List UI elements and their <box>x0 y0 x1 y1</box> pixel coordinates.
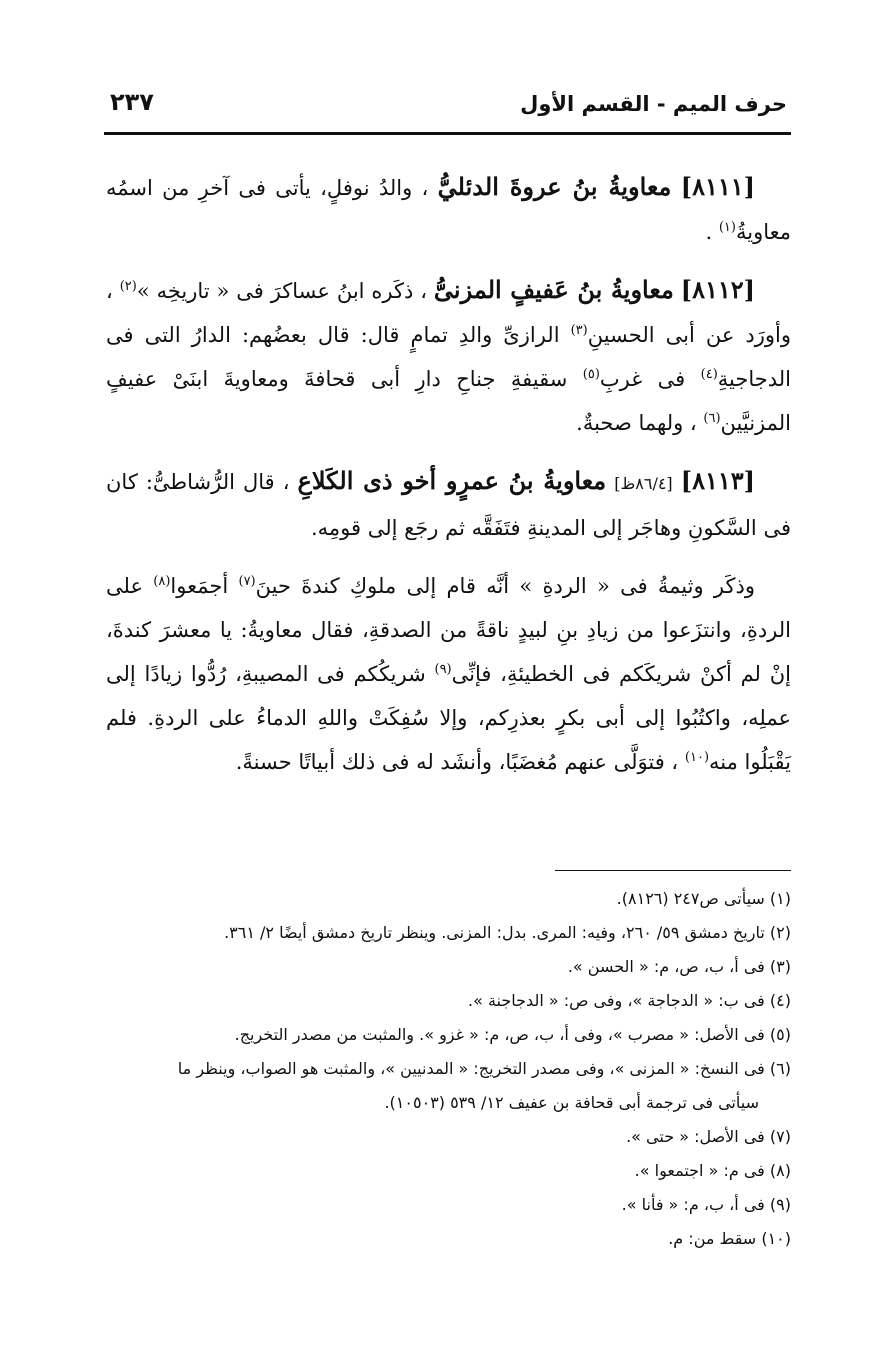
footnote-text: فى م: « اجتمعوا ». <box>634 1161 765 1180</box>
running-header <box>110 88 787 122</box>
footnote <box>106 1188 791 1222</box>
footnote-label: (٦) <box>769 1059 791 1078</box>
entry-text: ، ولهما صحبةٌ. <box>576 411 697 435</box>
footnote <box>106 916 791 950</box>
footnote-marker[interactable]: (٦) <box>703 411 721 426</box>
footnote-label: (٤) <box>769 991 791 1010</box>
footnote-label: (٧) <box>769 1127 791 1146</box>
footnote-text: فى أ، ب، ص، م: « الحسن ». <box>567 957 765 976</box>
footnote <box>106 984 791 1018</box>
footnote <box>106 1154 791 1188</box>
footnote-text: فى النسخ: « المزنى »، وفى مصدر التخريج: « المدنيين »، والمثبت هو الصواب، وينظر ما <box>177 1059 765 1078</box>
footnote-marker[interactable]: (٣) <box>570 323 588 338</box>
footnote-label: (٩) <box>769 1195 791 1214</box>
footnote-marker[interactable]: (٧) <box>238 574 256 589</box>
entry-name: معاويةُ بنُ عَفيفٍ المزنىُّ <box>433 275 674 304</box>
footnote-label: (٢) <box>769 923 791 942</box>
entry-text: سقيفةِ جناحِ دارِ أبى قحافةَ ومعاويةَ ابنَىْ عفيفٍ المزنيَّين <box>106 367 791 435</box>
entry-number: [٨١١١] <box>680 172 755 201</box>
narrative-paragraph <box>106 564 791 784</box>
footnote-text: فى الأصل: « حتى ». <box>626 1127 765 1146</box>
footnote-text: فى الأصل: « مصرب »، وفى أ، ب، ص، م: « غزو ». والمثبت من مصدر التخريج. <box>234 1025 765 1044</box>
footnote-label: (١) <box>769 889 791 908</box>
main-text <box>106 165 791 798</box>
footnote-label: (٨) <box>769 1161 791 1180</box>
paragraph-text: وذكَر وثيمةُ فى « الردةِ » أنَّه قام إلى ملوكِ كندةَ حينَ <box>255 574 755 598</box>
footnote-marker[interactable]: (٤) <box>700 367 718 382</box>
paragraph-text: أجمَعوا <box>170 574 229 598</box>
footnote-marker[interactable]: (٩) <box>434 662 452 677</box>
entry-text: ، وأورَد عن أبى الحسينِ <box>106 279 791 347</box>
footnote <box>106 1222 791 1256</box>
footnote <box>106 1018 791 1052</box>
entry-8111 <box>106 165 791 254</box>
entry-text: . <box>705 220 713 244</box>
footnote-marker[interactable]: (٢) <box>119 279 137 294</box>
footnote-text: تاريخ دمشق ٥٩/ ٢٦٠، وفيه: المرى. بدل: المزنى. وينظر تاريخ دمشق أيضًا ٢/ ٣٦١. <box>224 923 765 942</box>
entry-number: [٨١١٣] <box>680 466 755 495</box>
footnote-text: سيأتى ص٢٤٧ (٨١٢٦). <box>616 889 765 908</box>
entry-name: معاويةُ بنُ عروةَ الدئليُّ <box>437 172 672 201</box>
footnote-marker[interactable]: (١٠) <box>684 750 710 765</box>
entry-text: ، والدُ نوفلٍ، يأتى فى آخرِ من اسمُه معاويةُ <box>106 176 791 244</box>
paragraph-text: على الردةِ، وانتزَعوا من زيادِ بنِ لبيدٍ ناقةً من الصدقةِ، فقال معاويةُ: يا معشرَ كندةَ، إنْ لم أكنْ شريكَكم فى الخطيئةِ، فإنِّى <box>106 574 791 686</box>
footnote-label: (٥) <box>769 1025 791 1044</box>
footnote-text: فى أ، ب، م: « فأنا ». <box>621 1195 765 1214</box>
footnote <box>106 950 791 984</box>
entry-number: [٨١١٢] <box>680 275 755 304</box>
header-rule <box>104 132 791 135</box>
footnote-continuation: سيأتى فى ترجمة أبى قحافة بن عفيف ١٢/ ٥٣٩ (١٠٥٠٣). <box>384 1093 759 1112</box>
paragraph-text: ، فتوَلَّى عنهم مُغضَبًا، وأنشَد له فى ذلك أبياتًا حسنةً. <box>235 750 679 774</box>
entry-8113 <box>106 459 791 550</box>
entry-name: معاويةُ بنُ عمرٍو أخو ذى الكَلاعِ <box>297 466 607 495</box>
footnote-marker[interactable]: (٨) <box>153 574 171 589</box>
footnote-label: (٣) <box>769 957 791 976</box>
entry-text: فى غربِ <box>599 367 686 391</box>
entry-text: ، ذكَره ابنُ عساكرَ فى « تاريخِه » <box>136 279 428 303</box>
footnote <box>106 1052 791 1120</box>
footnote-label: (١٠) <box>761 1229 791 1248</box>
running-title: حرف الميم - القسم الأول <box>520 92 787 116</box>
entry-text: الرازىِّ والدِ تمامٍ قال: قال بعضُهم: الدارُ التى فى الدجاجيةِ <box>106 323 791 391</box>
footnote-marker[interactable]: (١) <box>718 220 736 235</box>
page-number: ٢٣٧ <box>110 88 154 116</box>
entry-8112 <box>106 268 791 445</box>
footnote-marker[interactable]: (٥) <box>582 367 600 382</box>
footnote-text: سقط من: م. <box>668 1229 757 1248</box>
footnote-text: فى ب: « الدجاجة »، وفى ص: « الدجاجنة ». <box>468 991 765 1010</box>
footnote-separator <box>555 870 791 871</box>
manuscript-ref: [٨٦/٤ظ] <box>614 474 673 493</box>
footnote <box>106 882 791 916</box>
entry-text: ، قال الرُّشاطىُّ: كان فى السَّكونِ وهاجَر إلى المدينةِ فتَفَقَّه ثم رجَع إلى قومِه. <box>106 470 791 540</box>
paragraph-text: شريكُكم فى المصيبةِ، رُدُّوا زيادًا إلى عملِه، واكتُبُوا إلى أبى بكرٍ بعذرِكم، وإلا سُفِكَتْ واللهِ الدماءُ على الردةِ. فلم يَقْبَلُوا منه <box>106 662 791 774</box>
footnotes <box>106 882 791 1256</box>
footnote <box>106 1120 791 1154</box>
